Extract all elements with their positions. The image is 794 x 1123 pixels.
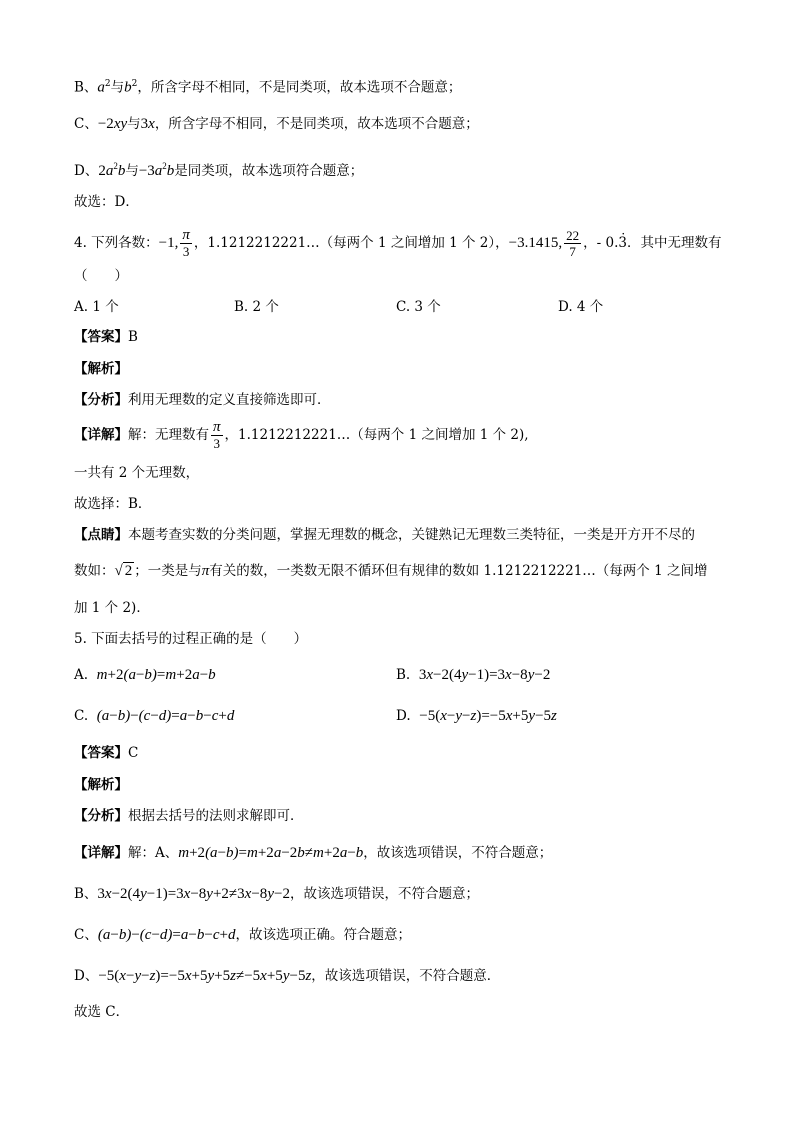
q5-detail-c: C、(a−b)−(c−d)=a−b−c+d，故该选项正确。符合题意； <box>74 927 411 943</box>
q4-option-b: B. 2 个 <box>234 299 279 315</box>
q4-options <box>74 297 724 317</box>
q5-option-a: A. m+2(a−b)=m+2a−b <box>74 667 216 683</box>
q4-analysis-tag: 【解析】 <box>74 361 128 377</box>
q4-answer: 【答案】B <box>74 329 138 345</box>
q4-select: 故选择：B． <box>74 496 152 512</box>
q5-option-b: B. 3x−2(4y−1)=3x−8y−2 <box>396 667 551 683</box>
q5-options-row2 <box>74 706 724 728</box>
q5-detail-d: D、−5(x−y−z)=−5x+5y+5z≠−5x+5y−5z，故该选项错误，不符合题意． <box>74 968 501 984</box>
q5-detail-a: 【详解】解：A、m+2(a−b)=m+2a−2b≠m+2a−b，故该选项错误，不符合题意； <box>74 845 553 861</box>
q5-analysis-tag: 【解析】 <box>74 777 128 793</box>
sqrt-2: √ 2 <box>114 563 133 579</box>
q4-fenxi: 【分析】利用无理数的定义直接筛选即可． <box>74 392 331 408</box>
fraction-22-over-7: $\frac{22}{7}$ <box>566 228 580 259</box>
q4-paren: （ ） <box>74 268 128 284</box>
q4-xiangjie: 【详解】解：无理数有 $\frac{\pi}{3}$ ，1.1212212221…（每两个 1 之间增加 1 个 2), <box>74 419 529 451</box>
q5-stem: 5. 下面去括号的过程正确的是（ ） <box>74 631 308 647</box>
q5-fenxi: 【分析】根据去括号的法则求解即可． <box>74 808 304 824</box>
q4-dianjing-3: 加 1 个 2)． <box>74 600 150 616</box>
q5-options-row1 <box>74 665 724 687</box>
option-d-explanation: D、$2a^2b$与$-3a^2b$是同类项，故本选项符合题意； <box>74 161 364 179</box>
q5-select: 故选 C． <box>74 1004 130 1020</box>
q4-total: 一共有 2 个无理数， <box>74 465 200 481</box>
q4-dianjing-1: 【点睛】本题考查实数的分类问题，掌握无理数的概念，关键熟记无理数三类特征，一类是开方开不尽的 <box>74 527 695 543</box>
q4-option-c: C. 3 个 <box>396 299 441 315</box>
option-b-explanation: B、$a^2$与$b^2$，所含字母不相同，不是同类项，故本选项不合题意； <box>74 79 462 96</box>
fraction-pi-over-3-detail: $\frac{\pi}{3}$ <box>213 419 221 451</box>
q5-answer: 【答案】C <box>74 745 139 761</box>
select-d: 故选：D． <box>74 194 139 210</box>
q4-stem: 4. 下列各数：−1, $\frac{\pi}{3}$ ，1.1212212221…（每两个 1 之间增加 1 个 2），−3.1415, $\frac{22}{7}$ ，- 0.3 ·．其中无理数有 <box>74 228 721 262</box>
q4-dianjing-2: 数如：√ 2 ；一类是与π有关的数，一类数无限不循环但有规律的数如 1.1212212221…（每两个 1 之间增 <box>74 563 708 579</box>
fraction-pi-over-3: $\frac{\pi}{3}$ <box>182 227 190 259</box>
q4-option-a: A. 1 个 <box>74 299 119 315</box>
q5-detail-b: B、3x−2(4y−1)=3x−8y+2≠3x−8y−2，故该选项错误，不符合题意； <box>74 886 479 902</box>
option-c-explanation: C、−2xy与3x，所含字母不相同，不是同类项，故本选项不合题意； <box>74 116 479 132</box>
q5-option-d: D. −5(x−y−z)=−5x+5y−5z <box>396 708 557 724</box>
q5-option-c: C. (a−b)−(c−d)=a−b−c+d <box>74 708 235 724</box>
q4-option-d: D. 4 个 <box>558 299 604 315</box>
